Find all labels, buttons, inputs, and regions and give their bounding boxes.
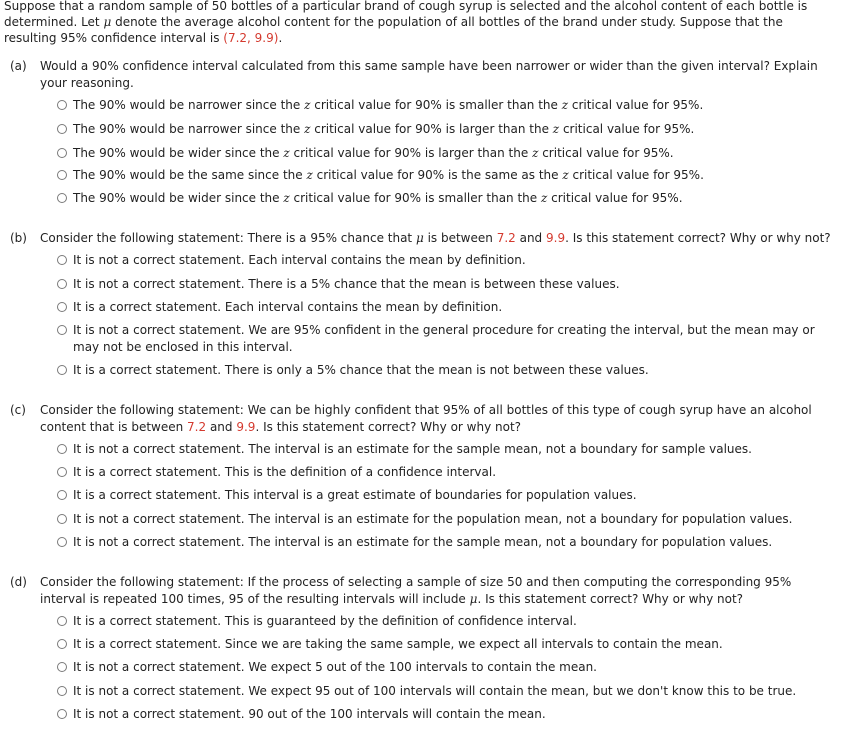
mu-symbol: μ (103, 15, 112, 29)
part-c (10, 402, 836, 435)
radio-button[interactable] (57, 639, 67, 649)
radio-button[interactable] (57, 279, 67, 289)
part-a-option-1[interactable] (57, 97, 827, 114)
part-c-option-5[interactable] (57, 534, 827, 551)
part-b-option-1[interactable] (57, 252, 827, 269)
option-text: The 90% would be narrower since the z critical value for 90% is smaller than the z critical value for 95%. (73, 98, 704, 112)
part-d (10, 574, 836, 607)
option-text: It is a correct statement. This is guaranteed by the definition of confidence interval. (73, 614, 577, 628)
lower-bound: 7.2 (187, 419, 207, 434)
part-c-question-text: Consider the following statement: We can be highly confident that 95% of all bottles of this type of cough syrup have an alcohol content that is between 7.2 and 9.9. Is this statement correct? Why or why not? (40, 403, 812, 434)
part-a-label: (a) (10, 59, 27, 73)
part-b (10, 230, 836, 247)
option-text: The 90% would be wider since the z critical value for 90% is larger than the z critical value for 95%. (73, 146, 674, 160)
lower-bound: 7.2 (496, 231, 516, 245)
radio-button[interactable] (57, 193, 67, 203)
option-text: It is not a correct statement. Each interval contains the mean by definition. (73, 253, 526, 267)
part-a-option-5[interactable] (57, 190, 827, 207)
part-d-option-5[interactable] (57, 706, 827, 723)
part-d-question-text: Consider the following statement: If the process of selecting a sample of size 50 and then computing the corresponding 95% interval is repeated 100 times, 95 of the resulting intervals will include μ. Is this statement correct? Why or why not? (40, 575, 792, 606)
part-a-option-4[interactable] (57, 167, 827, 184)
part-c-option-2[interactable] (57, 464, 827, 481)
part-d-question (10, 574, 836, 607)
option-text: It is a correct statement. Each interval contains the mean by definition. (73, 300, 503, 314)
radio-button[interactable] (57, 148, 67, 158)
upper-bound: 9.9 (546, 231, 566, 245)
option-text: The 90% would be the same since the z critical value for 90% is the same as the z critical value for 95%. (73, 168, 704, 182)
mu-symbol: μ (415, 231, 424, 245)
part-d-option-1[interactable] (57, 613, 827, 630)
part-c-question (10, 402, 836, 435)
part-c-label: (c) (10, 403, 26, 417)
option-text: It is not a correct statement. 90 out of the 100 intervals will contain the mean. (73, 707, 546, 721)
mu-symbol: μ (469, 591, 478, 606)
radio-button[interactable] (57, 302, 67, 312)
option-text: It is a correct statement. This interval is a great estimate of boundaries for population values. (73, 488, 637, 502)
radio-button[interactable] (57, 124, 67, 134)
part-b-question-text: Consider the following statement: There is a 95% chance that μ is between 7.2 and 9.9. Is this statement correct? Why or why not? (40, 231, 831, 245)
problem-intro (4, 0, 834, 46)
option-text: It is a correct statement. This is the definition of a confidence interval. (73, 465, 497, 479)
part-c-option-4[interactable] (57, 511, 827, 528)
radio-button[interactable] (57, 467, 67, 477)
part-a (10, 58, 836, 91)
option-text: It is not a correct statement. The interval is an estimate for the sample mean, not a boundary for sample values. (73, 442, 752, 456)
option-text: It is not a correct statement. We are 95% confident in the general procedure for creating the interval, but the mean may or may not be enclosed in this interval. (73, 323, 815, 354)
interval-value: (7.2, 9.9) (223, 31, 279, 45)
part-d-option-4[interactable] (57, 683, 827, 700)
radio-button[interactable] (57, 709, 67, 719)
part-c-option-3[interactable] (57, 487, 827, 504)
part-d-label: (d) (10, 575, 27, 589)
radio-button[interactable] (57, 170, 67, 180)
intro-text-3: . (278, 31, 283, 45)
part-b-label: (b) (10, 231, 27, 245)
option-text: It is a correct statement. Since we are taking the same sample, we expect all intervals to contain the mean. (73, 637, 723, 651)
part-c-option-1[interactable] (57, 441, 827, 458)
part-a-question-text: Would a 90% confidence interval calculated from this same sample have been narrower or wider than the given interval? Explain your reasoning. (40, 59, 818, 90)
radio-button[interactable] (57, 325, 67, 335)
radio-button[interactable] (57, 537, 67, 547)
intro-text-1: Suppose that a random sample of 50 bottles of a particular brand of cough syrup is selected and the alcohol content of each bottle is determined. Let (4, 0, 808, 29)
radio-button[interactable] (57, 255, 67, 265)
radio-button[interactable] (57, 490, 67, 500)
intro-text-2: denote the average alcohol content for the population of all bottles of the brand under study. Suppose that the resulting 95% confidence interval is (4, 15, 783, 45)
part-a-option-3[interactable] (57, 145, 827, 162)
part-d-option-2[interactable] (57, 636, 827, 653)
part-b-question (10, 230, 836, 247)
radio-button[interactable] (57, 444, 67, 454)
option-text: The 90% would be narrower since the z critical value for 90% is larger than the z critical value for 95%. (73, 122, 695, 136)
radio-button[interactable] (57, 100, 67, 110)
option-text: It is not a correct statement. The interval is an estimate for the sample mean, not a boundary for population values. (73, 535, 773, 549)
option-text: The 90% would be wider since the z critical value for 90% is smaller than the z critical value for 95%. (73, 191, 683, 205)
part-b-option-5[interactable] (57, 362, 827, 379)
part-b-option-2[interactable] (57, 276, 827, 293)
part-a-option-2[interactable] (57, 121, 827, 138)
part-a-question (10, 58, 836, 91)
part-b-option-3[interactable] (57, 299, 827, 316)
option-text: It is a correct statement. There is only a 5% chance that the mean is not between these values. (73, 363, 649, 377)
radio-button[interactable] (57, 662, 67, 672)
option-text: It is not a correct statement. We expect 95 out of 100 intervals will contain the mean, but we don't know this to be true. (73, 684, 797, 698)
radio-button[interactable] (57, 514, 67, 524)
part-b-option-4[interactable] (57, 322, 827, 356)
option-text: It is not a correct statement. The interval is an estimate for the population mean, not a boundary for population values. (73, 512, 793, 526)
part-d-option-3[interactable] (57, 659, 827, 676)
option-text: It is not a correct statement. We expect 5 out of the 100 intervals to contain the mean. (73, 660, 597, 674)
option-text: It is not a correct statement. There is a 5% chance that the mean is between these values. (73, 277, 620, 291)
upper-bound: 9.9 (236, 419, 256, 434)
radio-button[interactable] (57, 686, 67, 696)
radio-button[interactable] (57, 365, 67, 375)
radio-button[interactable] (57, 616, 67, 626)
